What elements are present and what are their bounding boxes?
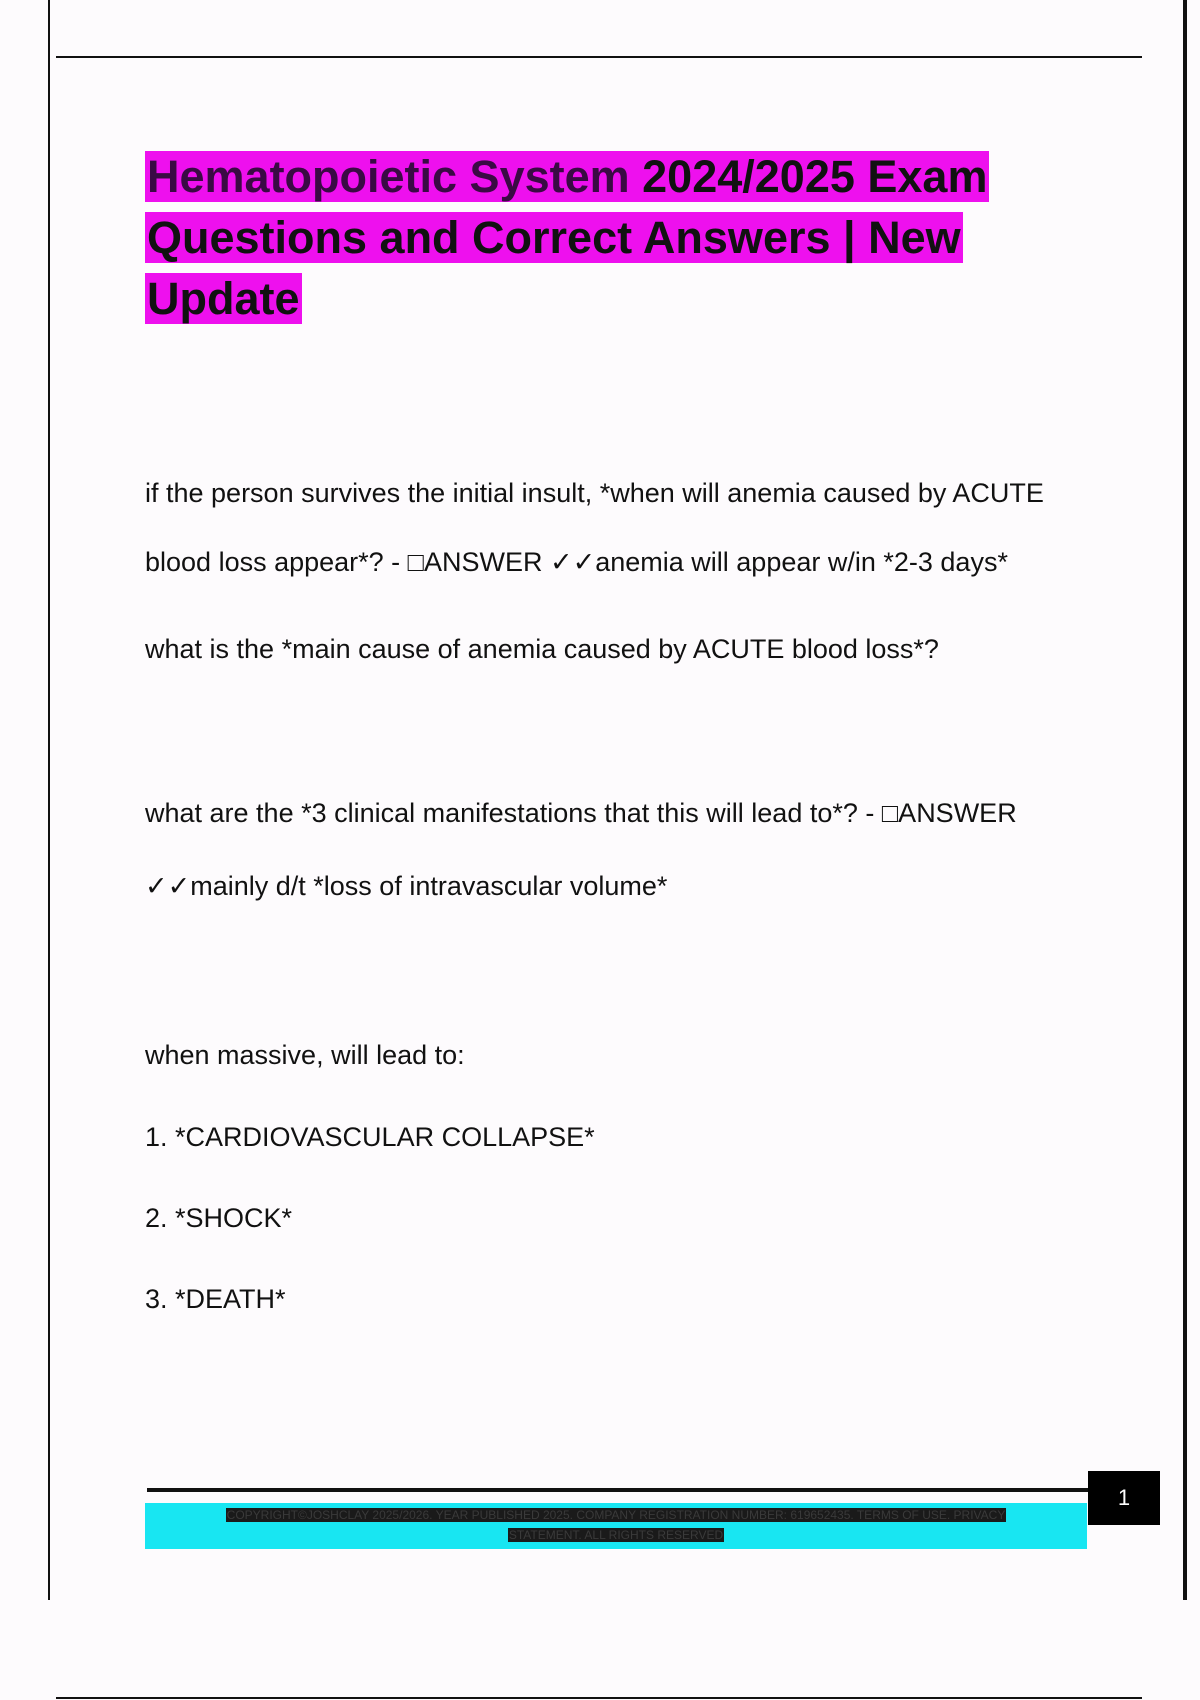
question-1-answer: blood loss appear*? - □ANSWER ✓✓anemia will appear w/in *2-3 days* [145, 547, 1008, 577]
page-border-left [48, 0, 50, 1600]
copyright-line-2: STATEMENT. ALL RIGHTS RESERVED [508, 1528, 724, 1542]
title-line-3: Update [147, 273, 300, 324]
list-item: 3. *DEATH* [145, 1284, 286, 1314]
question-3-answer: ✓✓mainly d/t *loss of intravascular volume* [145, 871, 668, 901]
question-4: when massive, will lead to: [145, 1040, 465, 1070]
page-number: 1 [1088, 1471, 1160, 1525]
header-rule [56, 56, 1142, 58]
title-year: 2024/2025 Exam [629, 151, 988, 202]
title-line-2: Questions and Correct Answers | New [147, 212, 961, 263]
list-item: 2. *SHOCK* [145, 1203, 293, 1233]
footer-copyright [145, 1505, 1087, 1545]
question-3-line-1: what are the *3 clinical manifestations that this will lead to*? - □ANSWER [145, 798, 1017, 828]
document-title [145, 146, 1085, 329]
footer-rule [147, 1488, 1088, 1492]
list-item: 1. *CARDIOVASCULAR COLLAPSE* [145, 1122, 595, 1152]
copyright-line-1: COPYRIGHT©JOSHCLAY 2025/2026. YEAR PUBLISHED 2025. COMPANY REGISTRATION NUMBER: 619652435. TERMS OF USE. PRIVACY [226, 1508, 1006, 1522]
next-page-rule [56, 1697, 1142, 1699]
title-subject: Hematopoietic System [147, 151, 630, 202]
question-2: what is the *main cause of anemia caused by ACUTE blood loss*? [145, 634, 939, 664]
question-1-line-1: if the person survives the initial insult, *when will anemia caused by ACUTE [145, 478, 1044, 508]
page-border-right [1183, 0, 1187, 1600]
